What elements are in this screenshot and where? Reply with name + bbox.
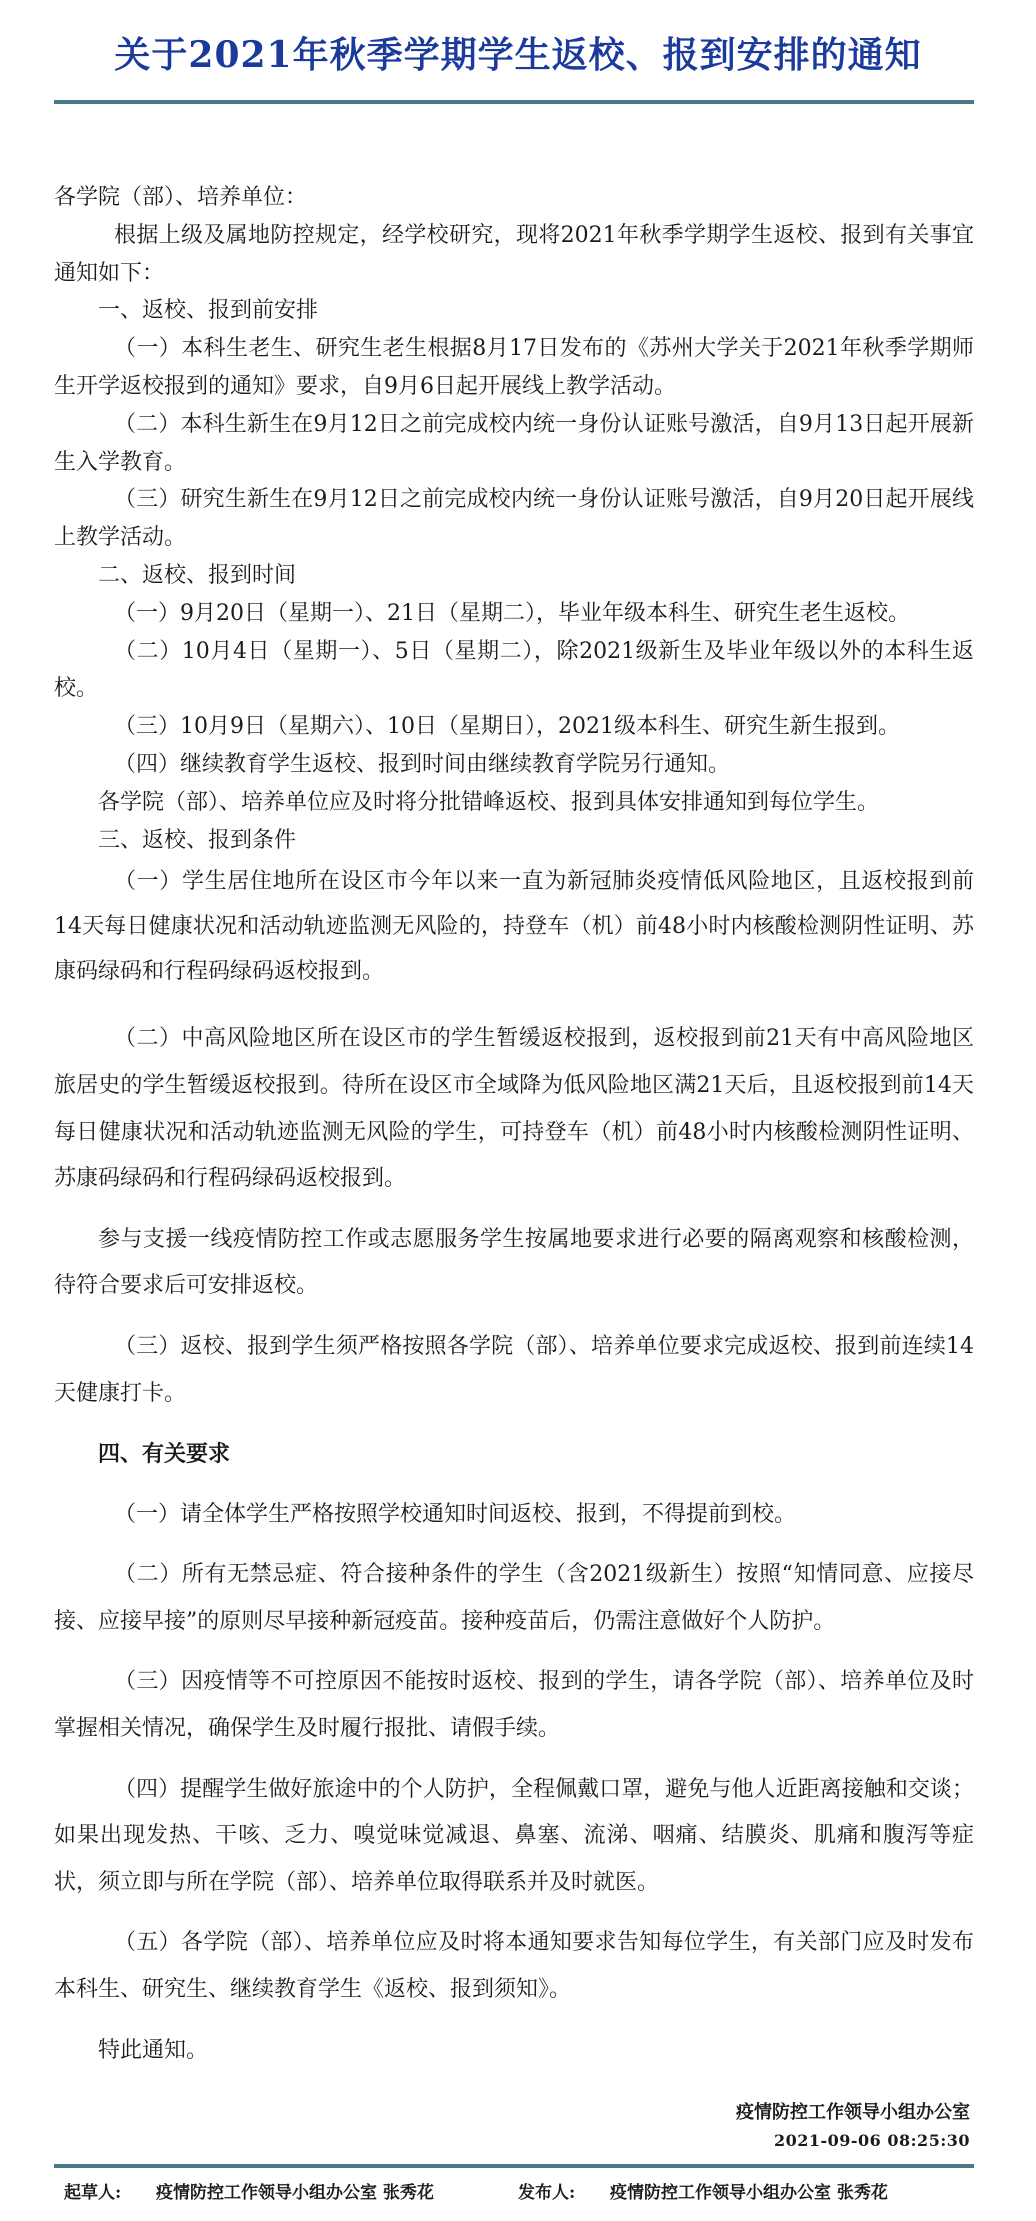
salutation: 各学院（部）、培养单位： bbox=[54, 185, 308, 210]
section-heading-2: 二、返校、报到时间 bbox=[98, 562, 297, 588]
paragraph: （三）返校、报到学生须严格按照各学院（部）、培养单位要求完成返校、报到前连续14天健康打卡。 bbox=[54, 1333, 974, 1406]
title-divider bbox=[54, 100, 974, 104]
paragraph: （四）提醒学生做好旅途中的个人防护，全程佩戴口罩，避免与他人近距离接触和交谈；如果出现发热、干咳、乏力、嗅觉味觉减退、鼻塞、流涕、咽痛、结膜炎、肌痛和腹泻等症状，须立即与所在学院（部）、培养单位取得联系并及时就医。 bbox=[54, 1776, 974, 1895]
closing-line: 特此通知。 bbox=[98, 2037, 209, 2063]
paragraph: （一）请全体学生严格按照学校通知时间返校、报到，不得提前到校。 bbox=[114, 1501, 797, 1527]
publisher-value: 疫情防控工作领导小组办公室 张秀花 bbox=[610, 2183, 888, 2203]
paragraph: （一）9月20日（星期一）、21日（星期二），毕业年级本科生、研究生老生返校。 bbox=[114, 600, 910, 626]
paragraph: （二）10月4日（星期一）、5日（星期二），除2021级新生及毕业年级以外的本科生返校。 bbox=[54, 638, 974, 702]
paragraph: （一）本科生老生、研究生老生根据8月17日发布的《苏州大学关于2021年秋季学期师生开学返校报到的通知》要求，自9月6日起开展线上教学活动。 bbox=[54, 336, 974, 399]
paragraph: （二）本科生新生在9月12日之前完成校内统一身份认证账号激活，自9月13日起开展新生入学教育。 bbox=[54, 411, 974, 475]
paragraph: 各学院（部）、培养单位应及时将分批错峰返校、报到具体安排通知到每位学生。 bbox=[98, 789, 880, 815]
paragraph: （二）所有无禁忌症、符合接种条件的学生（含2021级新生）按照“知情同意、应接尽接、应接早接”的原则尽早接种新冠疫苗。接种疫苗后，仍需注意做好个人防护。 bbox=[54, 1562, 974, 1634]
paragraph: （四）继续教育学生返校、报到时间由继续教育学院另行通知。 bbox=[114, 751, 731, 777]
footer bbox=[64, 2178, 964, 2208]
paragraph: （三）10月9日（星期六）、10日（星期日），2021级本科生、研究生新生报到。 bbox=[114, 714, 900, 740]
signature-datetime: 2021-09-06 08:25:30 bbox=[773, 2131, 970, 2150]
paragraph: （二）中高风险地区所在设区市的学生暂缓返校报到，返校报到前21天有中高风险地区旅居史的学生暂缓返校报到。待所在设区市全域降为低风险地区满21天后，且返校报到前14天每日健康状况和活动轨迹监测无风险的学生，可持登车（机）前48小时内核酸检测阴性证明、苏康码绿码和行程码绿码返校报到。 bbox=[54, 1026, 974, 1192]
section-heading-3: 三、返校、报到条件 bbox=[98, 827, 297, 853]
paragraph: （五）各学院（部）、培养单位应及时将本通知要求告知每位学生，有关部门应及时发布本科生、研究生、继续教育学生《返校、报到须知》。 bbox=[54, 1930, 974, 2003]
paragraph: （一）学生居住地所在设区市今年以来一直为新冠肺炎疫情低风险地区，且返校报到前14天每日健康状况和活动轨迹监测无风险的，持登车（机）前48小时内核酸检测阴性证明、苏康码绿码和行程码绿码返校报到。 bbox=[54, 869, 974, 985]
section-heading-4: 四、有关要求 bbox=[98, 1441, 231, 1468]
publisher-label: 发布人: bbox=[518, 2183, 576, 2203]
section-heading-1: 一、返校、报到前安排 bbox=[98, 298, 319, 324]
paragraph: （三）因疫情等不可控原因不能按时返校、报到的学生，请各学院（部）、培养单位及时掌握相关情况，确保学生及时履行报批、请假手续。 bbox=[54, 1669, 974, 1742]
drafter-value: 疫情防控工作领导小组办公室 张秀花 bbox=[156, 2183, 434, 2203]
intro-paragraph: 根据上级及属地防控规定，经学校研究，现将2021年秋季学期学生返校、报到有关事宜通知如下： bbox=[54, 222, 974, 286]
notice-body bbox=[54, 179, 974, 2074]
footer-divider bbox=[54, 2164, 974, 2168]
signature-office: 疫情防控工作领导小组办公室 bbox=[736, 2102, 970, 2123]
drafter-label: 起草人: bbox=[64, 2183, 122, 2203]
paragraph: （三）研究生新生在9月12日之前完成校内统一身份认证账号激活，自9月20日起开展线上教学活动。 bbox=[54, 487, 974, 551]
paragraph: 参与支援一线疫情防控工作或志愿服务学生按属地要求进行必要的隔离观察和核酸检测，待符合要求后可安排返校。 bbox=[54, 1226, 974, 1299]
notice-title: 关于2021年秋季学期学生返校、报到安排的通知 bbox=[114, 34, 922, 76]
